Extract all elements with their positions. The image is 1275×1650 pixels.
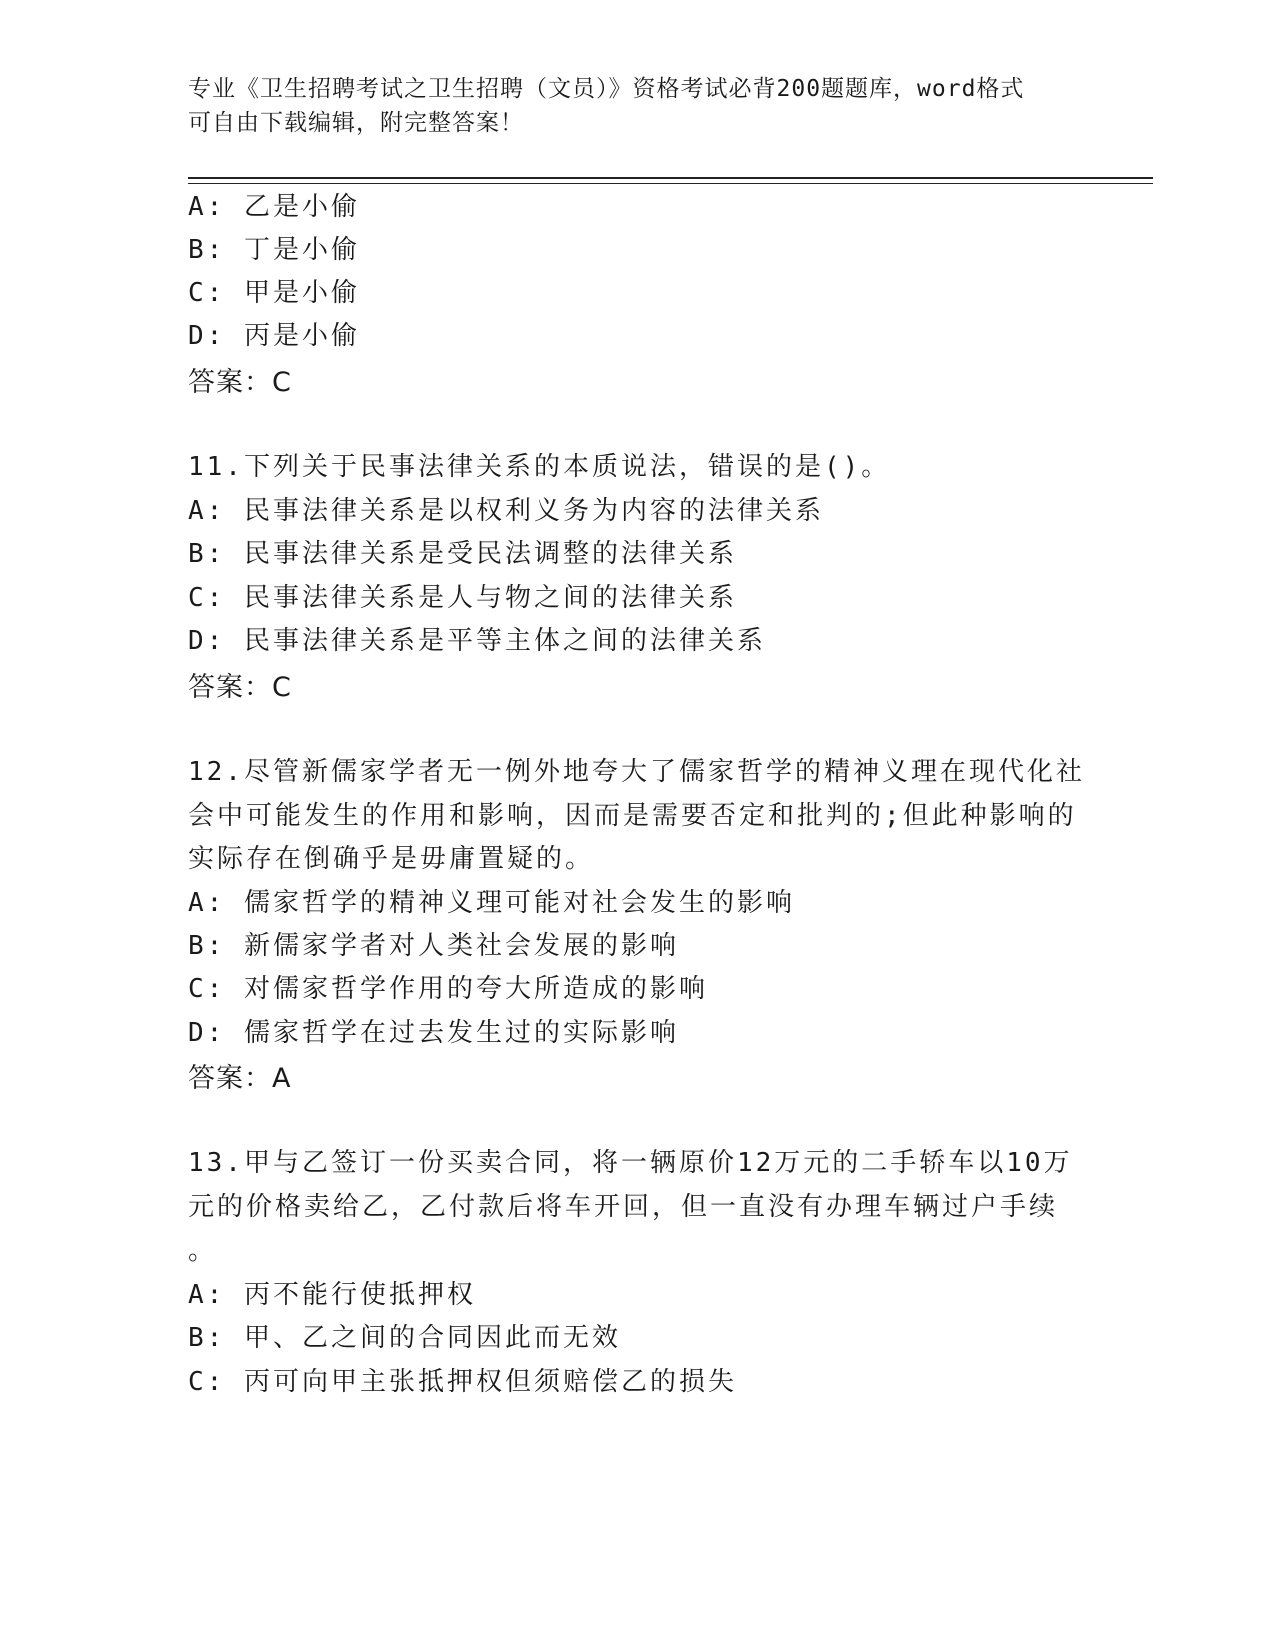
q12-option-d: D: 儒家哲学在过去发生过的实际影响: [188, 1018, 679, 1048]
q11-answer: 答案：C: [188, 672, 292, 703]
q10-option-d: D: 丙是小偷: [188, 321, 360, 351]
page-header: [188, 72, 1068, 140]
q12-answer: 答案：A: [188, 1063, 292, 1094]
q13-stem-line-2: 元的价格卖给乙，乙付款后将车开回，但一直没有办理车辆过户手续: [188, 1192, 1059, 1222]
q10-option-c: C: 甲是小偷: [188, 278, 360, 308]
q13-option-b: B: 甲、乙之间的合同因此而无效: [188, 1323, 621, 1353]
header-line-1: 专业《卫生招聘考试之卫生招聘（文员）》资格考试必背200题题库，word格式: [188, 76, 1025, 102]
q12-option-a: A: 儒家哲学的精神义理可能对社会发生的影响: [188, 888, 795, 918]
q11-option-c: C: 民事法律关系是人与物之间的法律关系: [188, 583, 737, 613]
q13-option-c: C: 丙可向甲主张抵押权但须赔偿乙的损失: [188, 1367, 737, 1397]
header-line-2: 可自由下载编辑，附完整答案！: [188, 110, 524, 136]
q10-option-a: A: 乙是小偷: [188, 192, 360, 222]
q12-option-c: C: 对儒家哲学作用的夸大所造成的影响: [188, 974, 708, 1004]
q11-option-d: D: 民事法律关系是平等主体之间的法律关系: [188, 626, 766, 656]
q12-stem-line-1: 12.尽管新儒家学者无一例外地夸大了儒家哲学的精神义理在现代化社: [188, 757, 1085, 787]
q13-stem-line-1: 13.甲与乙签订一份买卖合同，将一辆原价12万元的二手轿车以10万: [188, 1148, 1073, 1178]
q10-answer: 答案：C: [188, 367, 292, 398]
q11-option-a: A: 民事法律关系是以权利义务为内容的法律关系: [188, 496, 824, 526]
q11-option-b: B: 民事法律关系是受民法调整的法律关系: [188, 539, 737, 569]
q10-option-b: B: 丁是小偷: [188, 235, 360, 265]
q13-stem-line-3: 。: [188, 1236, 218, 1266]
q11-stem: 11.下列关于民事法律关系的本质说法，错误的是()。: [188, 452, 891, 482]
header-rule-thick: [188, 177, 1153, 179]
q12-option-b: B: 新儒家学者对人类社会发展的影响: [188, 931, 679, 961]
q12-stem-line-3: 实际存在倒确乎是毋庸置疑的。: [188, 844, 595, 874]
header-rule-thin: [188, 183, 1153, 184]
q13-option-a: A: 丙不能行使抵押权: [188, 1280, 476, 1310]
q12-stem-line-2: 会中可能发生的作用和影响，因而是需要否定和批判的;但此种影响的: [188, 801, 1077, 831]
